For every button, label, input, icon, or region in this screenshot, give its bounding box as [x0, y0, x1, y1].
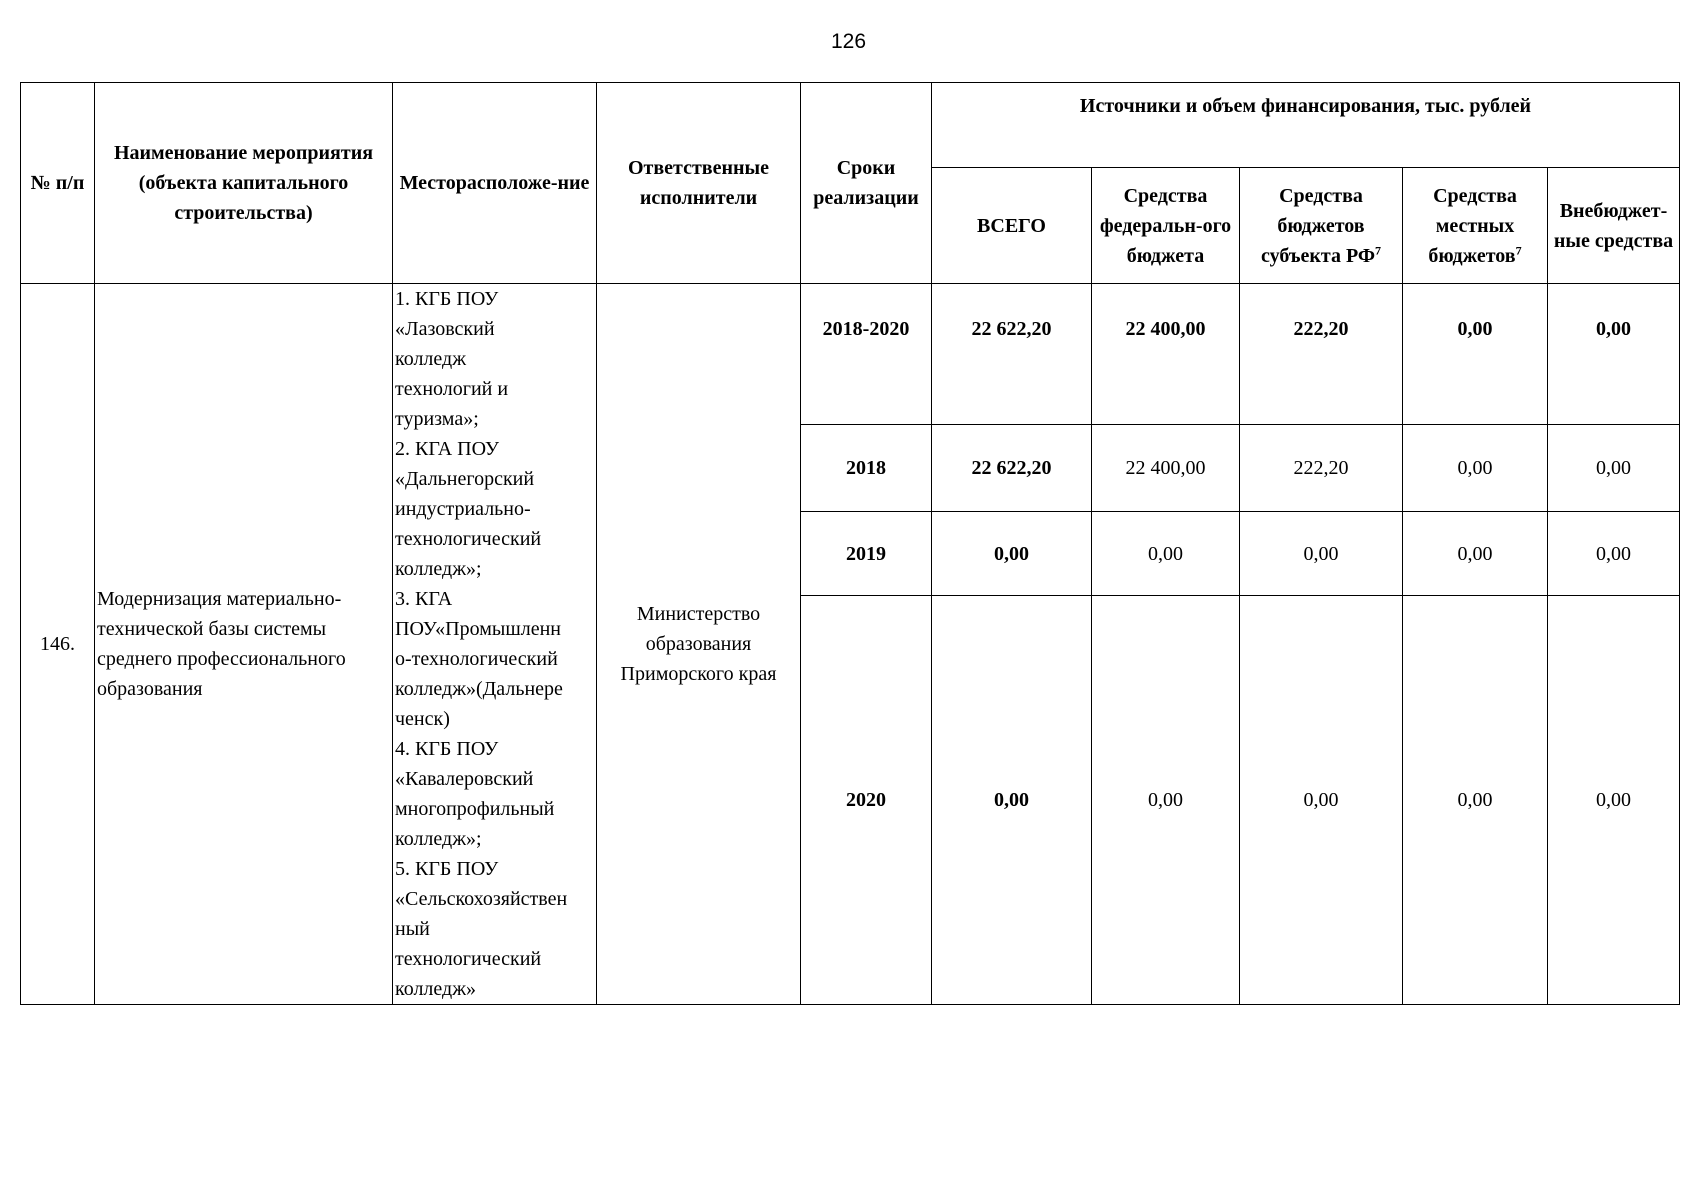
header-total: ВСЕГО [932, 168, 1092, 284]
local-value: 0,00 [1403, 512, 1548, 596]
period-cell: 2018 [801, 425, 932, 512]
header-regional-text: Средства бюджетов субъекта РФ [1260, 184, 1376, 267]
header-num: № п/п [21, 83, 95, 284]
row-num: 146. [21, 284, 95, 1005]
header-location: Месторасположе-ние [393, 83, 597, 284]
total-value: 22 622,20 [932, 425, 1092, 512]
header-regional [1240, 168, 1403, 284]
total-value: 0,00 [932, 512, 1092, 596]
row-responsible: Министерство образования Приморского края [597, 284, 801, 1005]
regional-value: 222,20 [1240, 284, 1403, 425]
federal-value: 22 400,00 [1092, 425, 1240, 512]
federal-value: 0,00 [1092, 512, 1240, 596]
regional-value: 222,20 [1240, 425, 1403, 512]
extrabudget-value: 0,00 [1548, 512, 1680, 596]
row-name: Модернизация материально-технической базы системы среднего профессионального образования [95, 284, 393, 1005]
header-federal: Средства федеральн-ого бюджета [1092, 168, 1240, 284]
header-period: Сроки реализации [801, 83, 932, 284]
regional-value: 0,00 [1240, 512, 1403, 596]
header-extrabudget: Внебюджет-ные средства [1548, 168, 1680, 284]
period-cell: 2020 [801, 596, 932, 1005]
header-funding-group: Источники и объем финансирования, тыс. рублей [932, 83, 1680, 168]
federal-value: 0,00 [1092, 596, 1240, 1005]
extrabudget-value: 0,00 [1548, 284, 1680, 425]
table-row [21, 284, 1680, 425]
page-number: 126 [830, 30, 867, 53]
header-name: Наименование мероприятия (объекта капитального строительства) [95, 83, 393, 284]
regional-value: 0,00 [1240, 596, 1403, 1005]
total-value: 0,00 [932, 596, 1092, 1005]
local-value: 0,00 [1403, 425, 1548, 512]
local-value: 0,00 [1403, 596, 1548, 1005]
period-cell: 2019 [801, 512, 932, 596]
header-regional-footnote: 7 [1375, 242, 1382, 257]
funding-table [20, 82, 1680, 1005]
federal-value: 22 400,00 [1092, 284, 1240, 425]
header-local-footnote: 7 [1515, 242, 1522, 257]
local-value: 0,00 [1403, 284, 1548, 425]
extrabudget-value: 0,00 [1548, 596, 1680, 1005]
header-responsible: Ответственные исполнители [597, 83, 801, 284]
extrabudget-value: 0,00 [1548, 425, 1680, 512]
row-location: 1. КГБ ПОУ «Лазовский колледж технологий и туризма»; 2. КГА ПОУ «Дальнегорский индустриально- технологический колледж»; 3. КГА ПОУ«Промышленн о-технологический колледж»(Дальнере ченск) 4. КГБ ПОУ «Кавалеровский многопрофильный колледж»; 5. КГБ ПОУ «Сельскохозяйствен ный технологический колледж» [393, 284, 597, 1005]
period-cell: 2018-2020 [801, 284, 932, 425]
header-local [1403, 168, 1548, 284]
header-local-text: Средства местных бюджетов [1428, 184, 1517, 267]
total-value: 22 622,20 [932, 284, 1092, 425]
